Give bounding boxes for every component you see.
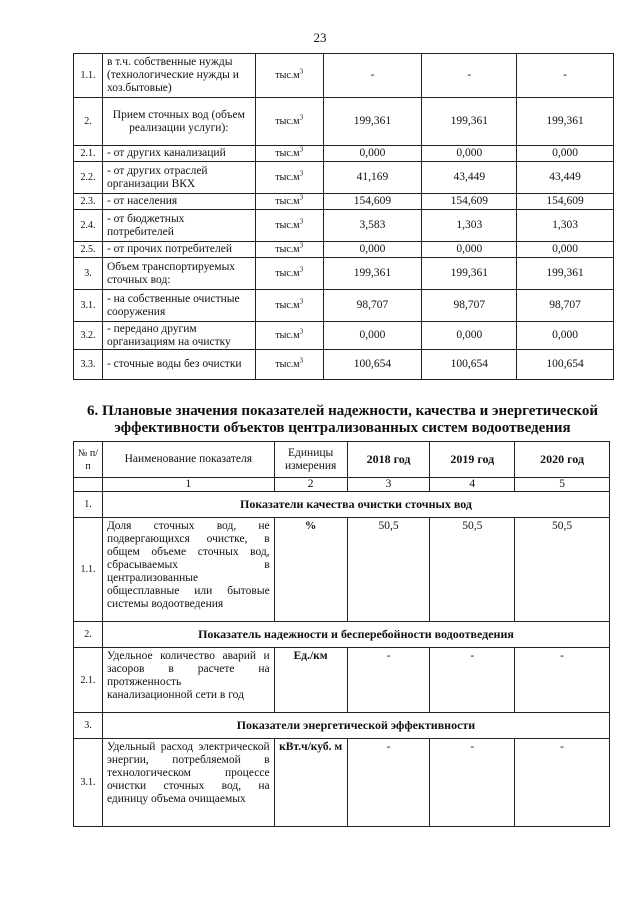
indicator-2018: - (347, 648, 430, 713)
colnum-2: 2 (274, 478, 347, 492)
row-unit (255, 54, 323, 98)
page-number: 23 (313, 30, 327, 45)
row-name: Прием сточных вод (объем реализации услуги): (102, 98, 255, 146)
table-row (74, 98, 614, 146)
row-num: 2.2. (74, 162, 103, 194)
indicator-row (74, 518, 610, 622)
table-row (74, 146, 614, 162)
unit-text: тыс.м (275, 359, 300, 370)
value-2020: 0,000 (517, 242, 614, 258)
section-title: Показатели качества очистки сточных вод (102, 492, 609, 518)
unit-text: тыс.м (275, 268, 300, 279)
value-2019: 43,449 (422, 162, 517, 194)
row-num: 3.1. (74, 290, 103, 322)
row-name: - на собственные очистные сооружения (102, 290, 255, 322)
colnum-5: 5 (515, 478, 610, 492)
value-2019: 1,303 (422, 210, 517, 242)
value-2018: 199,361 (323, 258, 422, 290)
section-row (74, 713, 610, 739)
indicator-desc: Удельное количество аварий и засоров в расчете на протяженность канализационной сети в год (102, 648, 274, 713)
header-name: Наименование показателя (102, 442, 274, 478)
value-2019: 0,000 (422, 322, 517, 350)
table-row (74, 242, 614, 258)
colnum-blank (74, 478, 103, 492)
row-name: - от других канализаций (102, 146, 255, 162)
section-num: 3. (74, 713, 103, 739)
unit-text: тыс.м (275, 244, 300, 255)
value-2020: - (517, 54, 614, 98)
indicators-table (73, 441, 610, 827)
row-name: Объем транспортируемых сточных вод: (102, 258, 255, 290)
section-6-heading-line1: 6. Плановые значения показателей надежности, качества и энергетической (86, 403, 598, 419)
value-2020: 1,303 (517, 210, 614, 242)
unit-superscript: 3 (299, 241, 304, 250)
value-2020: 43,449 (517, 162, 614, 194)
value-2019: - (422, 54, 517, 98)
section-6-heading-line2: эффективности объектов централизованных систем водоотведения (114, 420, 571, 436)
value-2018: 0,000 (323, 146, 422, 162)
indicator-num: 1.1. (74, 518, 103, 622)
indicator-2019: - (430, 739, 515, 827)
header-unit: Единицы измерения (274, 442, 347, 478)
value-2019: 154,609 (422, 194, 517, 210)
unit-superscript: 3 (299, 356, 304, 365)
value-2020: 199,361 (517, 98, 614, 146)
unit-text: тыс.м (275, 220, 300, 231)
unit-superscript: 3 (299, 145, 304, 154)
unit-superscript: 3 (299, 265, 304, 274)
unit-text: тыс.м (275, 196, 300, 207)
value-2018: 100,654 (323, 350, 422, 380)
unit-superscript: 3 (299, 327, 304, 336)
value-2018: - (323, 54, 422, 98)
value-2019: 0,000 (422, 242, 517, 258)
value-2018: 98,707 (323, 290, 422, 322)
section-row (74, 492, 610, 518)
row-num: 2.3. (74, 194, 103, 210)
section-6-heading (70, 403, 615, 437)
row-unit (255, 210, 323, 242)
row-name: - от бюджетных потребителей (102, 210, 255, 242)
colnum-1: 1 (102, 478, 274, 492)
value-2018: 0,000 (323, 242, 422, 258)
row-num: 3.3. (74, 350, 103, 380)
table-row (74, 258, 614, 290)
row-unit (255, 290, 323, 322)
value-2018: 199,361 (323, 98, 422, 146)
unit-text: тыс.м (275, 330, 300, 341)
row-num: 1.1. (74, 54, 103, 98)
column-number-row (74, 478, 610, 492)
unit-superscript: 3 (299, 193, 304, 202)
row-name: - от населения (102, 194, 255, 210)
row-name: - от прочих потребителей (102, 242, 255, 258)
section-title: Показатели энергетической эффективности (102, 713, 609, 739)
wastewater-volume-table (73, 53, 614, 380)
row-unit (255, 98, 323, 146)
value-2020: 199,361 (517, 258, 614, 290)
row-num: 2.4. (74, 210, 103, 242)
table-row (74, 54, 614, 98)
value-2020: 98,707 (517, 290, 614, 322)
colnum-3: 3 (347, 478, 430, 492)
value-2020: 154,609 (517, 194, 614, 210)
unit-superscript: 3 (299, 113, 304, 122)
indicator-2020: - (515, 648, 610, 713)
value-2019: 199,361 (422, 258, 517, 290)
unit-text: тыс.м (275, 148, 300, 159)
indicator-2018: 50,5 (347, 518, 430, 622)
table-row (74, 194, 614, 210)
value-2020: 0,000 (517, 146, 614, 162)
row-num: 3.2. (74, 322, 103, 350)
row-name: - от других отраслей организации ВКХ (102, 162, 255, 194)
row-num: 2. (74, 98, 103, 146)
unit-text: тыс.м (275, 116, 300, 127)
row-unit (255, 242, 323, 258)
row-num: 2.1. (74, 146, 103, 162)
row-num: 2.5. (74, 242, 103, 258)
row-unit (255, 350, 323, 380)
value-2020: 100,654 (517, 350, 614, 380)
table-header-row (74, 442, 610, 478)
section-num: 1. (74, 492, 103, 518)
indicator-2020: 50,5 (515, 518, 610, 622)
value-2019: 98,707 (422, 290, 517, 322)
colnum-4: 4 (430, 478, 515, 492)
value-2019: 100,654 (422, 350, 517, 380)
header-2018: 2018 год (347, 442, 430, 478)
row-name: - передано другим организациям на очистку (102, 322, 255, 350)
indicator-num: 3.1. (74, 739, 103, 827)
table-row (74, 322, 614, 350)
unit-text: тыс.м (275, 300, 300, 311)
header-num: № п/п (74, 442, 103, 478)
unit-text: тыс.м (275, 172, 300, 183)
unit-superscript: 3 (299, 217, 304, 226)
indicator-2020: - (515, 739, 610, 827)
value-2019: 199,361 (422, 98, 517, 146)
unit-superscript: 3 (299, 67, 304, 76)
value-2019: 0,000 (422, 146, 517, 162)
indicator-2019: - (430, 648, 515, 713)
header-2019: 2019 год (430, 442, 515, 478)
indicator-unit: % (274, 518, 347, 622)
row-unit (255, 194, 323, 210)
indicator-2018: - (347, 739, 430, 827)
indicator-2019: 50,5 (430, 518, 515, 622)
header-2020: 2020 год (515, 442, 610, 478)
indicator-num: 2.1. (74, 648, 103, 713)
indicator-unit: Ед./км (274, 648, 347, 713)
row-unit (255, 322, 323, 350)
value-2020: 0,000 (517, 322, 614, 350)
value-2018: 41,169 (323, 162, 422, 194)
value-2018: 3,583 (323, 210, 422, 242)
table-row (74, 210, 614, 242)
row-unit (255, 162, 323, 194)
value-2018: 0,000 (323, 322, 422, 350)
indicator-unit: кВт.ч/куб. м (274, 739, 347, 827)
table-row (74, 290, 614, 322)
row-num: 3. (74, 258, 103, 290)
value-2018: 154,609 (323, 194, 422, 210)
row-name: в т.ч. собственные нужды (технологические нужды и хоз.бытовые) (102, 54, 255, 98)
row-unit (255, 258, 323, 290)
section-row (74, 622, 610, 648)
indicator-row (74, 739, 610, 827)
indicator-desc: Доля сточных вод, не подвергающихся очистке, в общем объеме сточных вод, сбрасываемых в централизованные общесплавные или бытовые системы водоотведения (102, 518, 274, 622)
row-name: - сточные воды без очистки (102, 350, 255, 380)
table-row (74, 162, 614, 194)
section-num: 2. (74, 622, 103, 648)
unit-superscript: 3 (299, 297, 304, 306)
section-title: Показатель надежности и бесперебойности водоотведения (102, 622, 609, 648)
unit-superscript: 3 (299, 169, 304, 178)
table-row (74, 350, 614, 380)
row-unit (255, 146, 323, 162)
indicator-row (74, 648, 610, 713)
indicator-desc: Удельный расход электрической энергии, потребляемой в технологическом процессе очистки сточных вод, на единицу объема очищаемых (102, 739, 274, 827)
unit-text: тыс.м (275, 70, 300, 81)
